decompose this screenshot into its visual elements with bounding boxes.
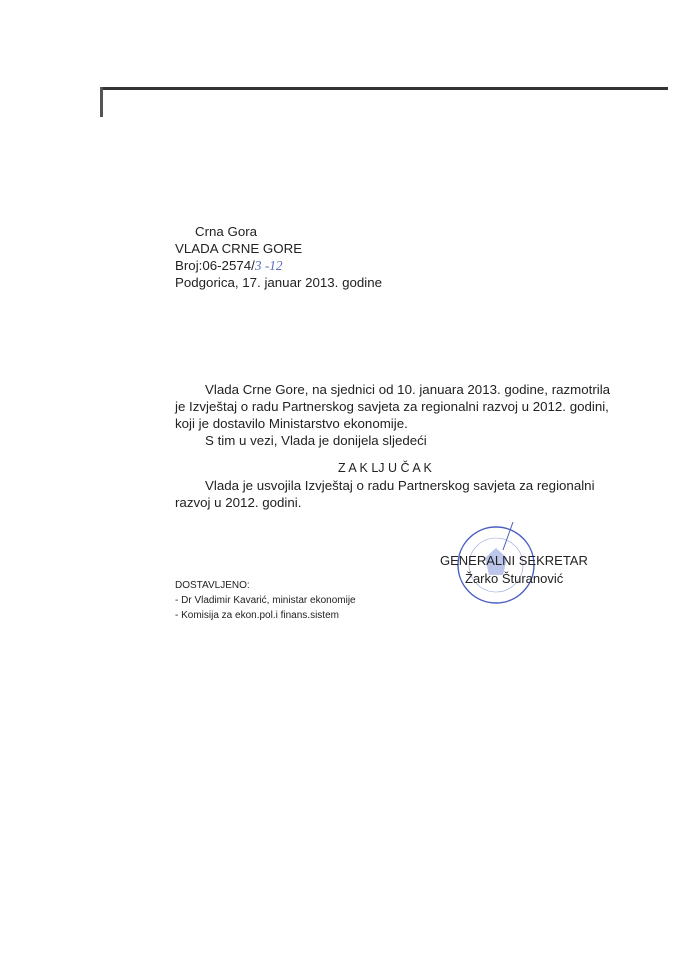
- conclusion-l1: Vlada je usvojila Izvještaj o radu Partnerskog savjeta za regionalni: [205, 478, 595, 493]
- conclusion-title: Z A K LJ U Č A K: [338, 461, 432, 475]
- signature-title: GENERALNI SEKRETAR: [440, 553, 588, 568]
- header-place-date: Podgorica, 17. januar 2013. godine: [175, 275, 382, 290]
- number-handwritten: 3 -12: [254, 258, 283, 273]
- distribution-label: DOSTAVLJENO:: [175, 580, 250, 591]
- scan-edge-top: [100, 87, 668, 90]
- header-government: VLADA CRNE GORE: [175, 241, 303, 256]
- body-p1-l1: Vlada Crne Gore, na sjednici od 10. januara 2013. godine, razmotrila: [205, 382, 611, 397]
- distribution-item: - Komisija za ekon.pol.i finans.sistem: [175, 610, 339, 621]
- body-p2: S tim u vezi, Vlada je donijela sljedeći: [205, 433, 427, 448]
- body-p1-l3: koji je dostavilo Ministarstvo ekonomije.: [175, 416, 408, 431]
- scan-edge-left: [100, 87, 103, 117]
- body-p1-l2: je Izvještaj o radu Partnerskog savjeta za regionalni razvoj u 2012. godini,: [175, 399, 609, 414]
- signature-name: Žarko Šturanović: [465, 571, 564, 586]
- number-label: Broj:06-2574/: [175, 258, 255, 273]
- header-country: Crna Gora: [195, 224, 258, 239]
- distribution-item: - Dr Vladimir Kavarić, ministar ekonomije: [175, 595, 356, 606]
- header-number: [175, 258, 283, 274]
- conclusion-l2: razvoj u 2012. godini.: [175, 495, 302, 510]
